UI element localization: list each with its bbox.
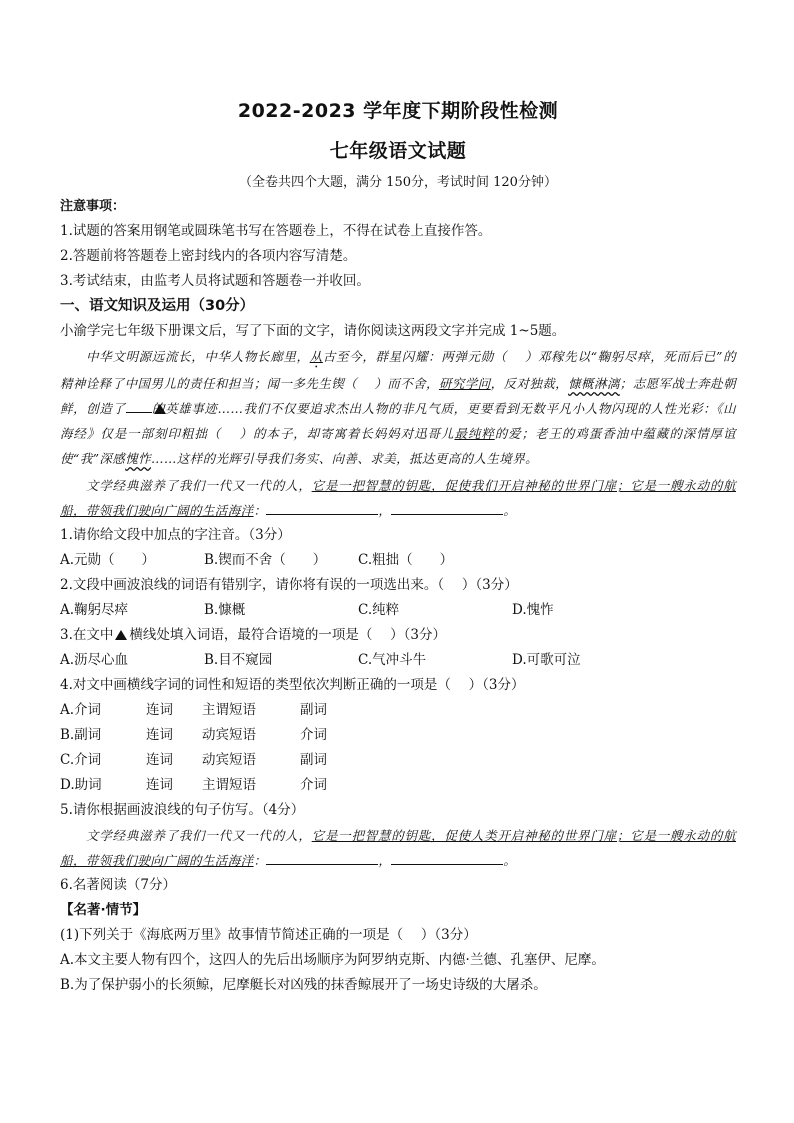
passage-paragraph-2 — [60, 473, 736, 523]
question-4-stem: 4.对文中画横线字词的词性和短语的类型依次判断正确的一项是（ ）（3分） — [60, 677, 525, 693]
text-run: ， — [378, 503, 392, 518]
exam-title: 2022-2023 学年度下期阶段性检测 — [237, 100, 559, 122]
answer-blank[interactable] — [266, 850, 378, 865]
question-2-options — [60, 598, 736, 623]
question-6-option-a: A.本文主要人物有四个，这四人的先后出场顺序为阿罗纳克斯、内德·兰德、孔塞伊、尼摩。 — [60, 952, 605, 968]
answer-blank[interactable] — [266, 500, 378, 515]
option-b: B.锲而不舍（ ） — [204, 552, 327, 568]
underlined-word: 从 — [309, 349, 323, 364]
text-run: 文学经典滋养了我们一代又一代的人， — [86, 828, 312, 843]
option-c: C.气冲斗牛 — [358, 652, 427, 668]
triangle-icon — [115, 630, 127, 640]
question-4-option-row — [60, 698, 736, 723]
wavy-underlined-word: 愧怍 — [125, 451, 151, 466]
option-cell: D.助词 — [60, 777, 102, 793]
text-run: 文学经典滋养了我们一代又一代的人， — [86, 478, 312, 493]
question-6-stem: 6.名著阅读（7分） — [60, 877, 176, 893]
option-cell: A.介词 — [60, 702, 102, 718]
option-cell: 动宾短语 — [202, 727, 256, 743]
text-run: ，反对独裁， — [490, 376, 569, 391]
option-cell: C.介词 — [60, 752, 102, 768]
text-run: ；志愿军战士奔赴朝鲜，创造了 — [60, 376, 737, 416]
underlined-word: 最纯粹 — [454, 426, 495, 441]
text-run: 的英雄事迹……我们不仅要追求杰出人物的非凡气质，更要看到无数平凡小人物闪现的人性光彩：《山海经》仅是一部刻印粗拙（ ）的本子，却寄寓着长妈妈对迅哥儿 — [60, 401, 736, 441]
question-5-stem: 5.请你根据画波浪线的句子仿写。（4分） — [60, 802, 305, 818]
text-run: 中华文明源远流长，中华人物长廊里， — [86, 349, 310, 364]
option-a: A.鞠躬尽瘁 — [60, 602, 129, 618]
question-4-option-row — [60, 773, 736, 798]
text-run: 横线处填入词语，最符合语境的一项是（ ）（3分） — [129, 627, 447, 643]
option-cell: 副词 — [300, 752, 327, 768]
answer-blank[interactable] — [391, 850, 503, 865]
question-3-stem — [60, 623, 736, 648]
question-4-option-row — [60, 748, 736, 773]
option-a: A.沥尽心血 — [60, 652, 129, 668]
option-cell: 主谓短语 — [202, 777, 256, 793]
text-run: 的爱；老王的鸡蛋香油中蕴藏的深情厚谊使“我”深感 — [60, 426, 736, 466]
section-intro: 小渝学完七年级下册课文后，写了下面的文字，请你阅读这两段文字并完成 1~5题。 — [60, 323, 566, 339]
underlined-phrase: 研究学问 — [438, 376, 491, 391]
wavy-underlined-word: 慷概淋漓 — [568, 376, 620, 391]
text-run: 。 — [503, 503, 517, 518]
underlined-sentence: 它是一把智慧的钥匙，促使人类开启神秘的世界门扉；它是一艘永动的航船，带领我们驶向广阔的生活海洋 — [60, 828, 736, 868]
text-run: ， — [378, 853, 392, 868]
question-6-sub1: (1)下列关于《海底两万里》故事情节简述正确的一项是（ ）（3分） — [60, 927, 477, 943]
option-cell: 副词 — [300, 702, 327, 718]
question-6-tag: 【名著·情节】 — [60, 902, 147, 918]
text-run: ……这样的光辉引导我们务实、向善、求美，抵达更高的人生境界。 — [151, 451, 539, 466]
option-cell: 连词 — [146, 777, 173, 793]
question-4-option-row — [60, 723, 736, 748]
exam-page — [60, 92, 736, 998]
text-run: ： — [253, 853, 267, 868]
option-d: D.可歌可泣 — [512, 652, 581, 668]
option-a: A.元勋（ ） — [60, 552, 156, 568]
underlined-sentence: 它是一把智慧的钥匙，促使我们开启神秘的世界门扉；它是一艘永动的航船，带领我们驶向广阔的生活海洋 — [60, 478, 736, 518]
option-cell: 连词 — [146, 752, 173, 768]
option-cell: 主谓短语 — [202, 702, 256, 718]
option-b: B.慷概 — [204, 602, 246, 618]
text-run: 3.在文中 — [60, 627, 114, 643]
note-item: 1.试题的答案用钢笔或圆珠笔书写在答题卷上，不得在试卷上直接作答。 — [60, 223, 492, 239]
exam-meta: （全卷共四个大题，满分 150分，考试时间 120分钟） — [239, 175, 557, 190]
notes-heading: 注意事项： — [60, 199, 126, 214]
text-run: ： — [253, 503, 267, 518]
option-cell: 连词 — [146, 727, 173, 743]
option-cell: 连词 — [146, 702, 173, 718]
option-cell: 介词 — [300, 727, 327, 743]
note-item: 2.答题前将答题卷上密封线内的各项内容写清楚。 — [60, 248, 357, 264]
note-item: 3.考试结束，由监考人员将试题和答题卷一并收回。 — [60, 273, 370, 289]
option-cell: 动宾短语 — [202, 752, 256, 768]
question-1-stem: 1.请你给文段中加点的字注音。（3分） — [60, 527, 291, 543]
text-run: 。 — [503, 853, 517, 868]
question-5-passage — [60, 823, 736, 873]
option-b: B.目不窥园 — [204, 652, 273, 668]
option-d: D.愧怍 — [512, 602, 554, 618]
question-3-options — [60, 648, 736, 673]
answer-blank[interactable] — [391, 500, 503, 515]
question-1-options — [60, 548, 736, 573]
section-title: 一、语文知识及运用（30分） — [60, 298, 255, 314]
question-6-option-b: B.为了保护弱小的长须鲸，尼摩艇长对凶残的抹香鲸展开了一场史诗级的大屠杀。 — [60, 977, 547, 993]
triangle-blank — [126, 398, 152, 413]
passage-paragraph-1 — [60, 344, 736, 471]
question-2-stem: 2.文段中画波浪线的词语有错别字，请你将有误的一项选出来。（ ）（3分） — [60, 577, 518, 593]
option-cell: 介词 — [300, 777, 327, 793]
option-c: C.纯粹 — [358, 602, 400, 618]
exam-subtitle: 七年级语文试题 — [329, 140, 467, 162]
text-run: 古至今，群星闪耀：两弹元勋（ ）邓稼先以“鞠躬尽瘁，死而后已”的精神诠释了中国男儿的责任和担当；闻一多先生锲（ ）而不舍， — [60, 349, 736, 391]
option-c: C.粗拙（ ） — [358, 552, 454, 568]
option-cell: B.副词 — [60, 727, 102, 743]
